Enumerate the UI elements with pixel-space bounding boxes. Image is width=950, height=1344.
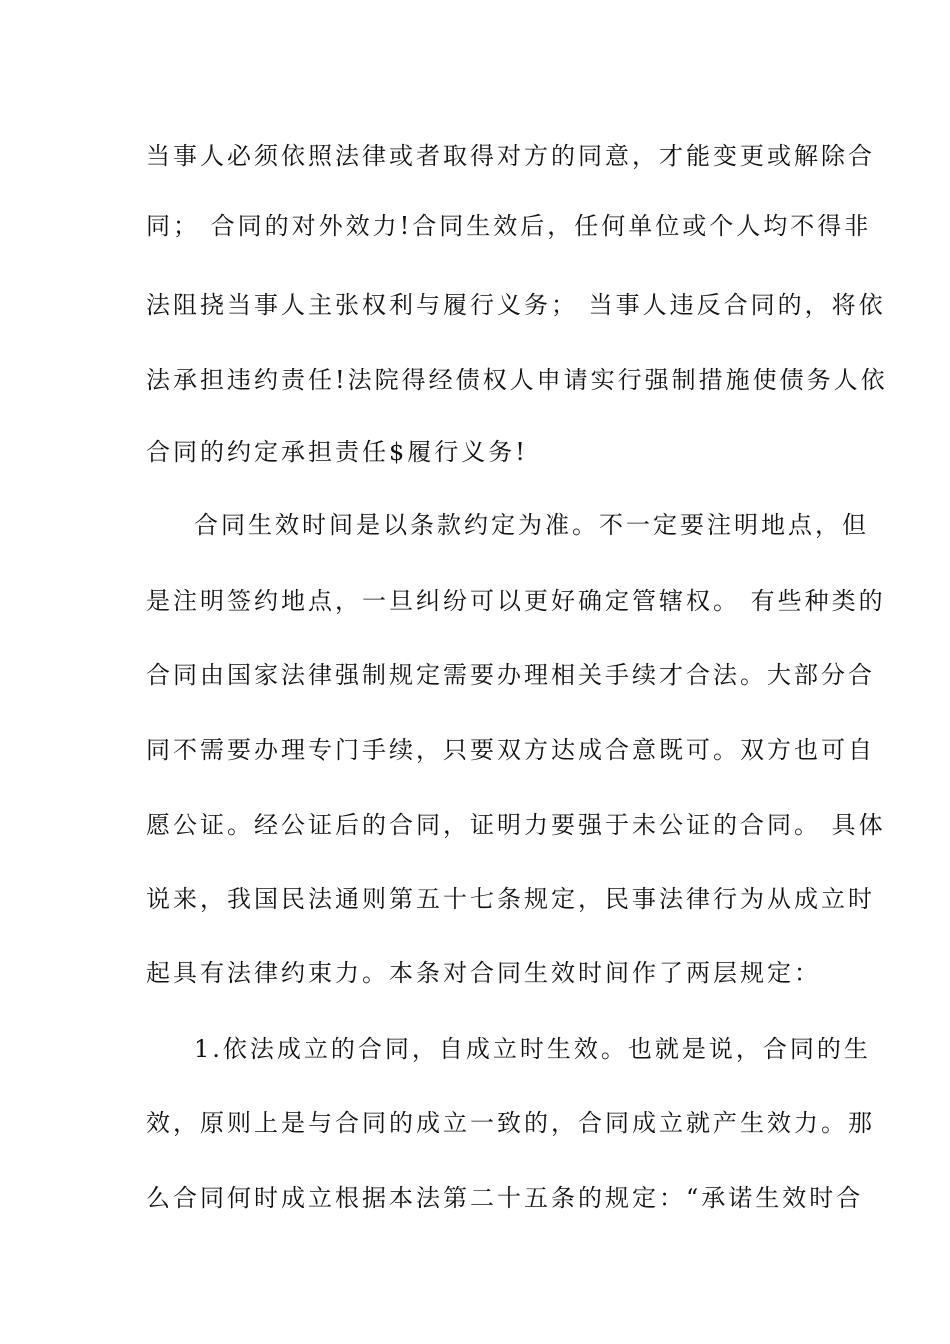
text-line: 么合同何时成立根据本法第二十五条的规定：“承诺生效时合 xyxy=(146,1184,864,1212)
text-line: 法承担违约责任!法院得经债权人申请实行强制措施使债务人依 xyxy=(146,366,888,394)
text-line: 愿公证。经公证后的合同，证明力要强于未公证的合同。 具体 xyxy=(146,811,886,839)
text-line: 是注明签约地点，一旦纠纷可以更好确定管辖权。 有些种类的 xyxy=(146,587,886,615)
text-line: 当事人必须依照法律或者取得对方的同意，才能变更或解除合 xyxy=(146,142,875,170)
paragraph-first-line: 合同生效时间是以条款约定为准。不一定要注明地点，但 xyxy=(194,511,869,539)
text-line: 同不需要办理专门手续，只要双方达成合意既可。双方也可自 xyxy=(146,736,875,764)
numbered-item-first-line: 1.依法成立的合同，自成立时生效。也就是说，合同的生 xyxy=(194,1035,871,1063)
text-line: 合同的约定承担责任$履行义务! xyxy=(146,438,528,466)
text-line: 起具有法律约束力。本条对合同生效时间作了两层规定： xyxy=(146,959,821,987)
text-line: 效，原则上是与合同的成立一致的，合同成立就产生效力。那 xyxy=(146,1109,875,1137)
text-line: 说来，我国民法通则第五十七条规定，民事法律行为从成立时 xyxy=(146,885,875,913)
text-line: 同； 合同的对外效力!合同生效后，任何单位或个人均不得非 xyxy=(146,212,872,240)
text-line: 合同由国家法律强制规定需要办理相关手续才合法。大部分合 xyxy=(146,661,875,689)
text-line: 法阻挠当事人主张权利与履行义务； 当事人违反合同的，将依 xyxy=(146,291,886,319)
